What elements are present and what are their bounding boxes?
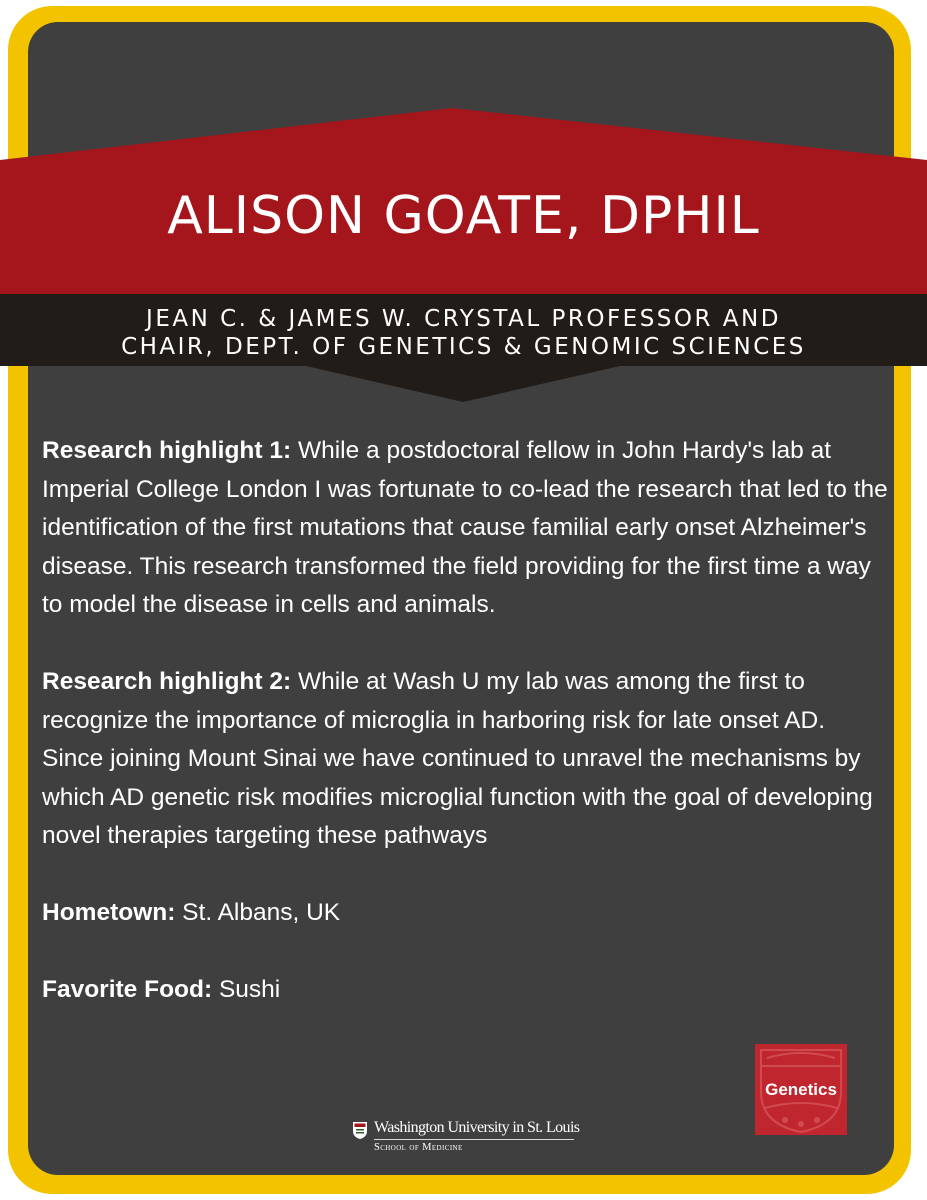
favorite-food xyxy=(42,971,892,1010)
section-text: Sushi xyxy=(212,976,281,1003)
genetics-logo xyxy=(755,1044,847,1135)
university-logo xyxy=(352,1118,592,1158)
section-label: Research highlight 2: xyxy=(42,668,292,695)
hometown xyxy=(42,894,892,933)
section-text: While at Wash U my lab was among the first to recognize the importance of microglia in harboring risk for late onset AD. Since joining Mount Sinai we have continued to unravel the mechanisms by which AD genetic risk modifies microglial function with the goal of developing novel therapies targeting these pathways xyxy=(42,668,873,849)
section-label: Research highlight 1: xyxy=(42,437,292,464)
profile-content xyxy=(42,432,892,1048)
job-title-line-1: JEAN C. & JAMES W. CRYSTAL PROFESSOR AND xyxy=(146,306,781,332)
job-title-line-2: CHAIR, DEPT. OF GENETICS & GENOMIC SCIENCES xyxy=(121,334,806,360)
section-label: Favorite Food: xyxy=(42,976,213,1003)
research-highlight-2 xyxy=(42,663,892,856)
research-highlight-1 xyxy=(42,432,892,625)
section-text: While a postdoctoral fellow in John Hardy's lab at Imperial College London I was fortunate to co-lead the research that led to the identification of the first mutations that cause familial early onset Alzheimer's disease. This research transformed the field providing for the first time a way to model the disease in cells and animals. xyxy=(42,437,888,618)
section-label: Hometown: xyxy=(42,899,176,926)
section-text: St. Albans, UK xyxy=(175,899,341,926)
person-name: ALISON GOATE, DPHIL xyxy=(167,186,760,246)
university-name: Washington University in St. Louis xyxy=(374,1119,580,1136)
divider xyxy=(374,1139,574,1140)
school-name: School of Medicine xyxy=(374,1142,463,1153)
department-logo-text: Genetics xyxy=(765,1080,837,1099)
shield-icon xyxy=(352,1121,368,1140)
